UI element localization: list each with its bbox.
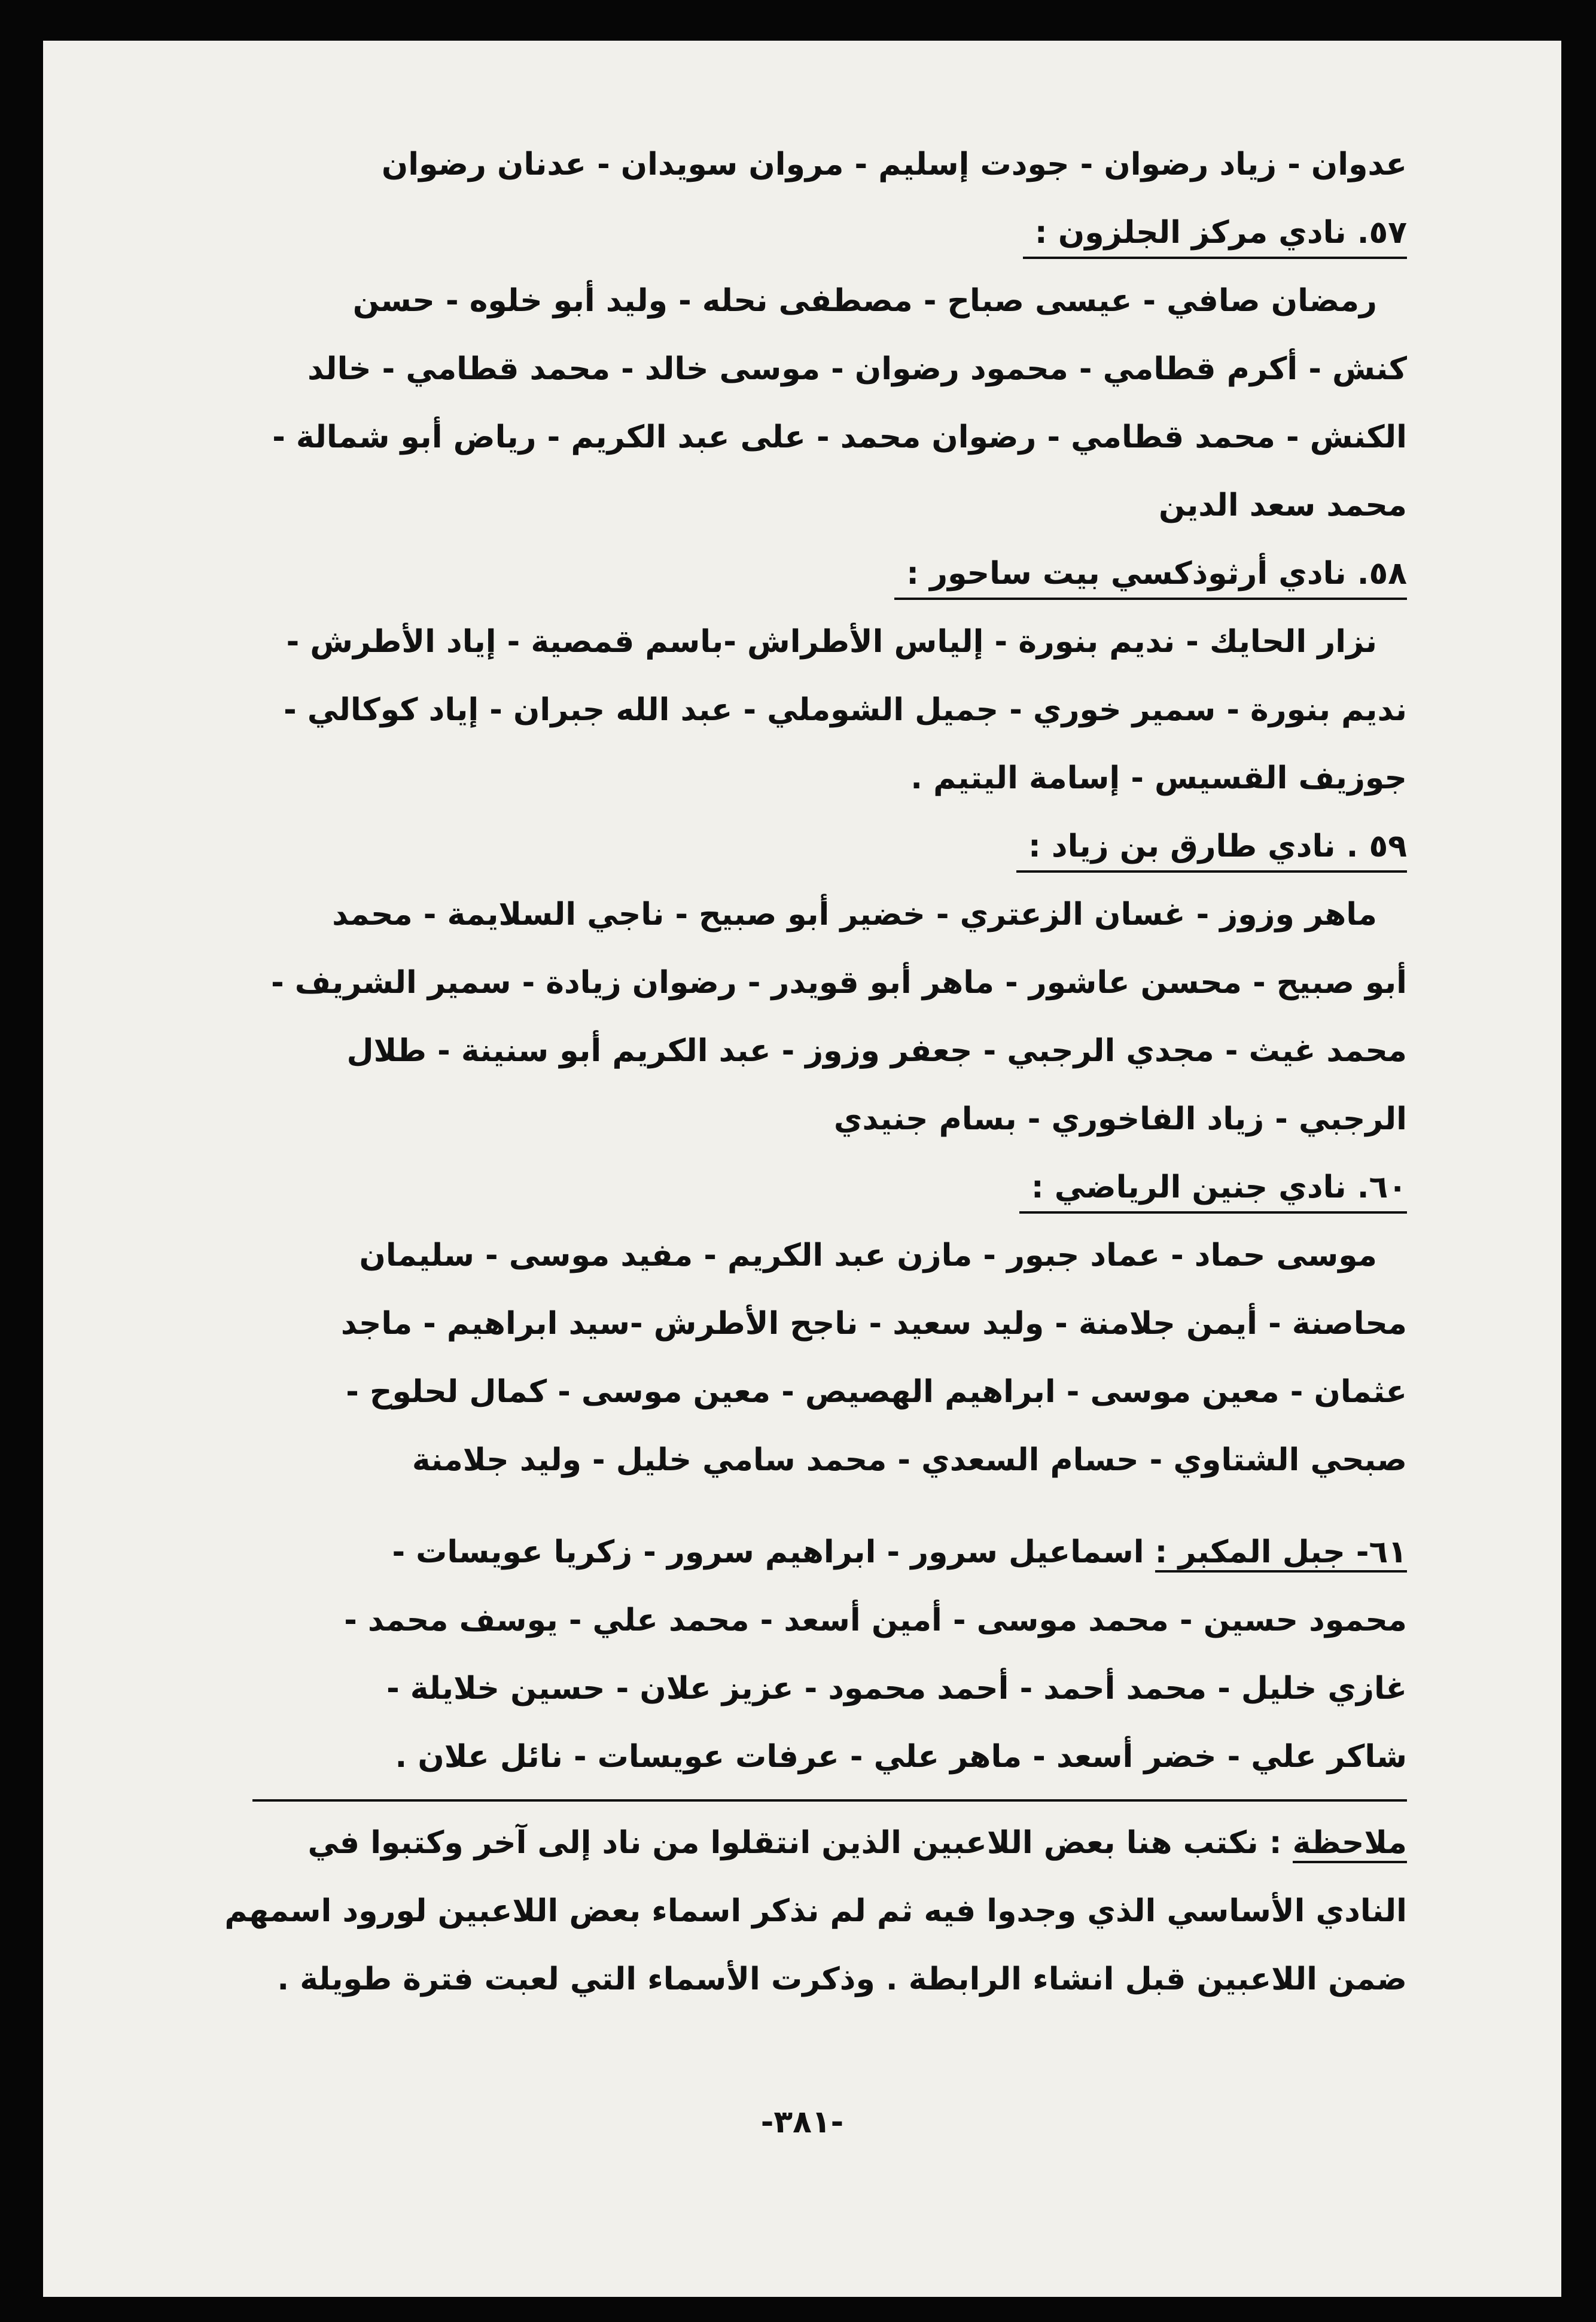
text-line: الرجبي - زياد الفاخوري - بسام جنيدي (833, 1101, 1407, 1137)
section-57 (163, 199, 1407, 267)
text-line: موسى حماد - عماد جبور - مازن عبد الكريم - مفيد موسى - سليمان (359, 1238, 1377, 1273)
section-58 (163, 540, 1407, 608)
note (163, 1809, 1407, 1877)
section-heading: ٥٩ . نادي طارق بن زياد : (1016, 822, 1407, 873)
text-line: محمد سعد الدين (1158, 487, 1407, 523)
text-line: كنش - أكرم قطامي - محمود رضوان - موسى خالد - محمد قطامي - خالد (307, 351, 1407, 387)
text-line: عدوان - زياد رضوان - جودت إسليم - مروان سويدان - عدنان رضوان (381, 147, 1407, 182)
text-line: غازي خليل - محمد أحمد - أحمد محمود - عزيز علان - حسين خلايلة - (386, 1671, 1407, 1707)
text-line: جوزيف القسيس - إسامة اليتيم . (910, 760, 1407, 796)
text-line: محمود حسين - محمد موسى - أمين أسعد - محمد علي - يوسف محمد - (344, 1602, 1407, 1638)
section-61 (163, 1518, 1407, 1586)
section-59 (163, 812, 1407, 880)
spacer (163, 1494, 1407, 1518)
divider (252, 1799, 1407, 1802)
text-line: النادي الأساسي الذي وجدوا فيه ثم لم نذكر اسماء بعض اللاعبين لورود اسمهم (224, 1893, 1407, 1929)
document-body (163, 130, 1407, 2013)
text-line: نديم بنورة - سمير خوري - جميل الشوملي - عبد الله جبران - إياد كوكالي - (284, 692, 1407, 728)
section-60 (163, 1153, 1407, 1221)
document-page (43, 41, 1561, 2297)
text-line: صبحي الشتاوي - حسام السعدي - محمد سامي خليل - وليد جلامنة (412, 1442, 1407, 1478)
text-line: شاكر علي - خضر أسعد - ماهر علي - عرفات عويسات - نائل علان . (395, 1739, 1407, 1775)
page-number: -٣٨١- (760, 2104, 844, 2140)
text-line: محمد غيث - مجدي الرجبي - جعفر وزوز - عبد الكريم أبو سنينة - طلال (346, 1033, 1407, 1069)
text-run: اسماعيل سرور - ابراهيم سرور - زكريا عويسات - (392, 1534, 1144, 1570)
text-line: الكنش - محمد قطامي - رضوان محمد - على عبد الكريم - رياض أبو شمالة - (272, 419, 1407, 455)
text-line: عثمان - معين موسى - ابراهيم الهصيص - معين موسى - كمال لحلوح - (346, 1374, 1407, 1410)
section-heading: ٥٨. نادي أرثوذكسي بيت ساحور : (894, 550, 1407, 600)
text-run: : نكتب هنا بعض اللاعبين الذين انتقلوا من ناد إلى آخر وكتبوا في (307, 1825, 1282, 1861)
section-heading: ٥٧. نادي مركز الجلزون : (1023, 209, 1407, 259)
text-line: محاصنة - أيمن جلامنة - وليد سعيد - ناجح الأطرش -سيد ابراهيم - ماجد (340, 1306, 1407, 1342)
section-heading: ٦٠. نادي جنين الرياضي : (1019, 1163, 1407, 1214)
text-line: ضمن اللاعبين قبل انشاء الرابطة . وذكرت الأسماء التي لعبت فترة طويلة . (277, 1961, 1407, 1997)
text-line: ماهر وزوز - غسان الزعتري - خضير أبو صبيح - ناجي السلايمة - محمد (332, 897, 1377, 933)
text-line: أبو صبيح - محسن عاشور - ماهر أبو قويدر - رضوان زيادة - سمير الشريف - (271, 965, 1407, 1001)
text-line: نزار الحايك - نديم بنورة - إلياس الأطراش -باسم قمصية - إياد الأطرش - (286, 624, 1377, 660)
section-heading: ٦١- جبل المكبر : (1155, 1534, 1407, 1573)
text-line: رمضان صافي - عيسى صباح - مصطفى نحله - وليد أبو خلوه - حسن (352, 283, 1377, 319)
note-label: ملاحظة (1293, 1825, 1407, 1863)
